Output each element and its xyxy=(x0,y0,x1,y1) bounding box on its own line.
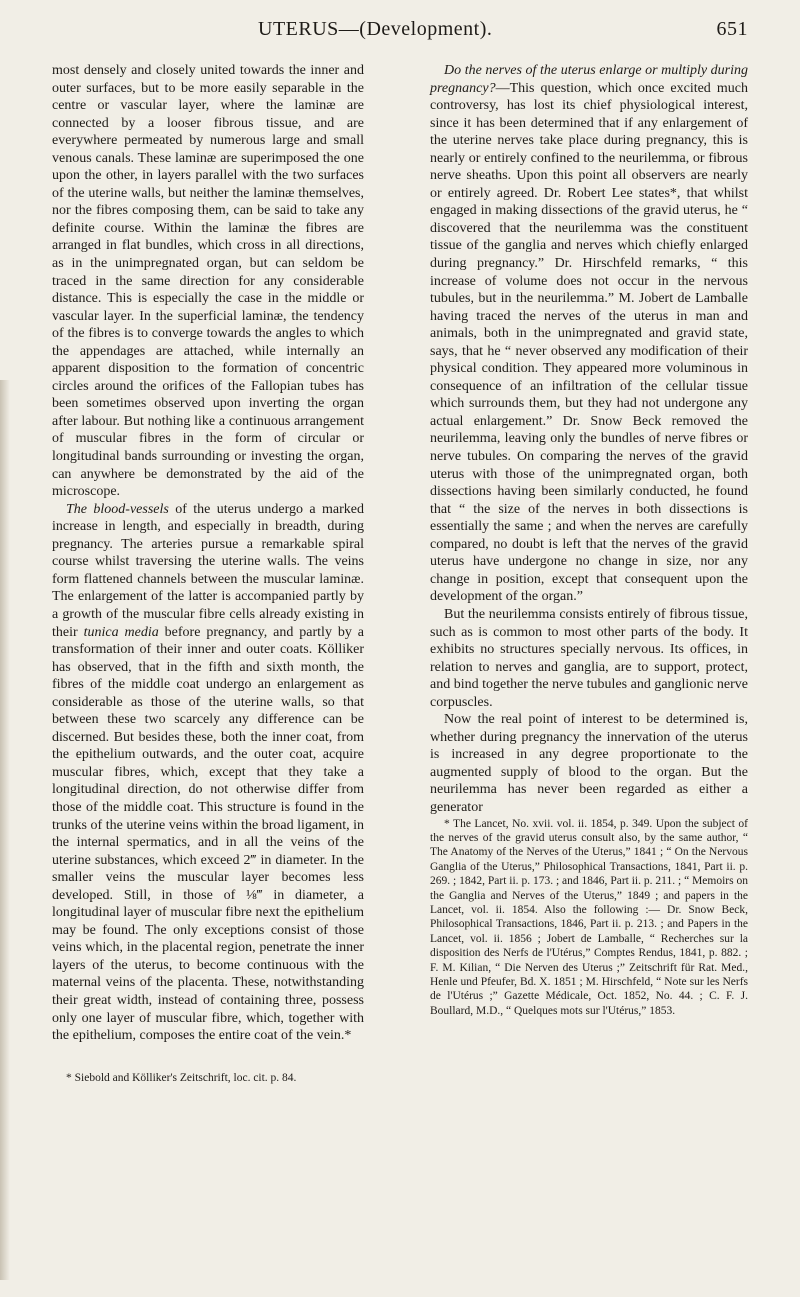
right-paragraph-2: But the neurilemma consists entirely of fibrous tissue, such as is common to most other parts of the body. It exhibits no structures specially nervous. Its offices, in relation to nerves and ganglia, are to support, protect, and bind together the nerve tubules and ganglionic nerve corpuscles. xyxy=(430,606,749,710)
right-paragraph-3: Now the real point of interest to be determined is, whether during pregnancy the innervation of the uterus is increased in any degree proportionate to the augmented supply of blood to the organ. But the neurilemma has never been regarded as either a generator xyxy=(430,712,748,815)
right-footnote: * The Lancet, No. xvii. vol. ii. 1854, p. 349. Upon the subject of the nerves of the gravid uterus consult also, by the same author, “ The Anatomy of the Nerves of the Uterus,” 1841 ; “ On the Nervous Ganglia of the Uterus,” Philosophical Transactions, 1841, Part ii. p. 269. ; 1842, Part ii. p. 173. ; and 1846, Part ii. p. 211. ; “ Memoirs on the Ganglia and Nerves of the Uterus,” 1849 ; and papers in the Lancet, vol. ii. 1854. Also the following :— Dr. Snow Beck, Philosophical Transactions, 1846, Part ii. p. 213. ; and Papers in the Lancet, vol. ii. 1856 ; Jobert de Lamballe, “ Recherches sur la disposition des Nerfs de l'Utérus,” Comptes Rendus, 1841, p. 882. ; F. M. Kilian, “ Die Nerven des Uterus ;” Zeitschrift für Rat. Med., Henle und Pfeufer, Bd. X. 1851 ; M. Hirschfeld, “ Note sur les Nerfs de l'Utérus ;” Gazette Médicale, Oct. 1852, No. 44. ; C. F. J. Boullard, M.D., “ Quelques mots sur l'Utérus,” 1853. xyxy=(430,817,748,1017)
page-number: 651 xyxy=(716,18,748,40)
tunica-media-term: tunica media xyxy=(83,624,159,640)
nerves-question: Do the nerves of the uterus enlarge or multiply during pregnancy? xyxy=(430,63,748,96)
left-column xyxy=(52,62,364,1085)
page-edge-shadow xyxy=(0,380,10,1280)
right-paragraph-1-text: —This question, which once excited much controversy, has lost its chief physiological interest, since it has been determined that if any enlargement of the uterine nerves take place during pregnancy, this is nearly or entirely confined to the neurilemma, or fibrous nerve sheaths. Upon this point all observers are nearly or entirely agreed. Dr. Robert Lee states*, that whilst engaged in making dissections of the gravid uterus, he “ discovered that the neurilemma was the constituent tissue of the ganglia and nerves which chiefly enlarged during pregnancy.” Dr. Hirschfeld remarks, “ this increase of volume does not occur in the nervous tubules, but in the neurilemma.” M. Jobert de Lamballe having traced the nerves of the uterus in man and animals, both in the unimpregnated and gravid state, says, that he “ never observed any modification of their physical condition. They appeared more voluminous in consequence of an infiltration of the cellular tissue which surrounds them, but they had not undergone any actual enlargement.” Dr. Snow Beck removed the neurilemma, leaving only the bundles of nerve fibres or nerve tubules. On comparing the nerves of the gravid uterus with those of the unimpregnated organ, both dissections having been similarly conducted, he found that “ the size of the nerves in both dissections is essentially the same ; and when the nerves are carefully compared, no doubt is left that the nerves of the gravid uterus have undergone no change in size, nor any change in position, except that consequent upon the development of the organ.” xyxy=(430,80,748,605)
left-paragraph-2-text: of the uterus undergo a marked increase in length, and especially in breadth, during pregnancy. The arteries pursue a remarkable spiral course whilst traversing the uterine walls. The veins form flattened channels between the muscular laminæ. The enlargement of the latter is accompanied partly by a growth of the muscular fibre cells already existing in their xyxy=(52,501,364,640)
right-column xyxy=(430,62,748,1018)
running-title: UTERUS—(Development). xyxy=(258,18,493,40)
left-paragraph-2-end: before pregnancy, and partly by a transformation of their inner and outer coats. Kölliker has observed, that in the fifth and sixth month, the fibres of the middle coat undergo an enlargement as considerable as those of the uterine walls, so that between these two scarcely any difference can be discerned. But besides these, both the inner coat, from the epithelium outwards, and the outer coat, acquire muscular fibres, which, except that they take a longitudinal direction, do not otherwise differ from those of the middle coat. This structure is found in the trunks of the uterine veins within the broad ligament, in the internal spermatics, and in all the veins of the uterine substances, which exceed 2‴ in diameter. In the smaller veins the muscular layer becomes less developed. Still, in those of ⅛‴ in diameter, a longitudinal layer of muscular fibre next the epithelium may be found. The only exceptions consist of those veins which, in the placental region, penetrate the inner layers of the uterus, to become continuous with the maternal veins of the placenta. These, notwithstanding their great width, instead of containing three, possess only one layer of muscular fibre, which, together with the epithelium, composes the entire coat of the vein.* xyxy=(52,624,365,1044)
left-footnote: * Siebold and Kölliker's Zeitschrift, loc. cit. p. 84. xyxy=(66,1071,297,1084)
left-paragraph-2 xyxy=(52,501,364,1045)
blood-vessels-heading: The blood-vessels xyxy=(66,501,169,517)
right-paragraph-1 xyxy=(430,62,748,606)
left-paragraph-1: most densely and closely united towards the inner and outer surfaces, but to be more easily separable in the centre or vascular layer, where the laminæ are connected by a looser fibrous tissue, and are everywhere permeated by numerous large and small venous canals. These laminæ are superimposed the one upon the other, in layers parallel with the two surfaces of the uterine walls, but neither the laminæ themselves, nor the fibres composing them, can be said to take any definite course. Within the laminæ the fibres are arranged in flat bundles, which cross in all directions, as in the unimpregnated organ, but can seldom be traced in the same direction for any considerable distance. This is especially the case in the middle or vascular layer. In the superficial laminæ, the tendency of the fibres is to converge towards the angles to which the appendages are attached, while internally an apparent disposition to the formation of concentric circles around the orifices of the Fallopian tubes has been sometimes observed upon inverting the organ after labour. But nothing like a continuous arrangement of muscular fibres in the form of circular or longitudinal bands surrounding or investing the organ, can anywhere be demonstrated by the aid of the microscope. xyxy=(52,63,364,500)
